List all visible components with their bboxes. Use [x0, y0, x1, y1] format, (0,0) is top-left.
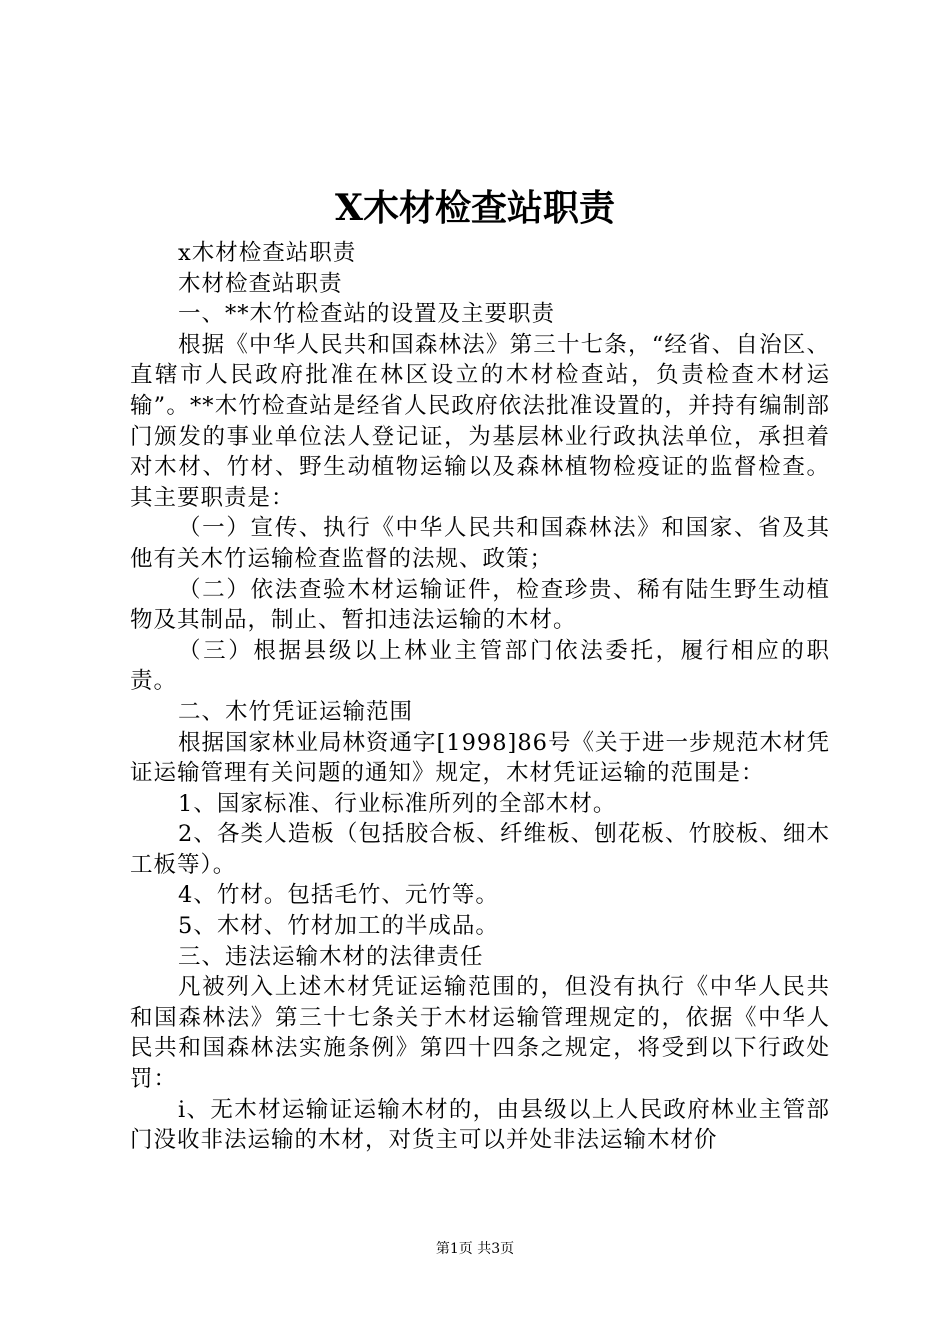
list-item: 1、国家标准、行业标准所列的全部木材。	[178, 790, 617, 817]
list-item: 2、各类人造板（包括胶合板、纤维板、刨花板、竹胶板、细木工板等）。	[130, 821, 830, 878]
section-heading: 二、木竹凭证运输范围	[178, 698, 414, 725]
section-heading: 一、**木竹检查站的设置及主要职责	[178, 301, 556, 328]
paragraph: x木材检查站职责	[178, 240, 357, 266]
document-body	[130, 238, 830, 1156]
list-item: （三）根据县级以上林业主管部门依法委托，履行相应的职责。	[130, 637, 830, 695]
paragraph: 木材检查站职责	[178, 270, 343, 297]
document-title: X木材检查站职责	[335, 187, 615, 229]
page-footer: 第1页 共3页	[435, 1241, 515, 1257]
list-item: 5、木材、竹材加工的半成品。	[178, 913, 499, 940]
section-heading: 三、违法运输木材的法律责任	[178, 943, 484, 970]
list-item: i、无木材运输证运输木材的，由县级以上人民政府林业主管部门没收非法运输的木材，对货主可以并处非法运输木材价	[130, 1096, 830, 1154]
paragraph: 凡被列入上述木材凭证运输范围的，但没有执行《中华人民共和国森林法》第三十七条关于木材运输管理规定的，依据《中华人民共和国森林法实施条例》第四十四条之规定，将受到以下行政处罚：	[130, 974, 830, 1093]
list-item: 4、竹材。包括毛竹、元竹等。	[178, 882, 499, 909]
paragraph: 根据《中华人民共和国森林法》第三十七条，“经省、自治区、直辖市人民政府批准在林区设立的木材检查站，负责检查木材运输”。**木竹检查站是经省人民政府依法批准设置的，并持有编制部门颁发的事业单位法人登记证，为基层林业行政执法单位，承担着对木材、竹材、野生动植物运输以及森林植物检疫证的监督检查。其主要职责是：	[130, 331, 830, 511]
list-item: （二）依法查验木材运输证件，检查珍贵、稀有陆生野生动植物及其制品，制止、暂扣违法运输的木材。	[130, 576, 830, 634]
list-item: （一）宣传、执行《中华人民共和国森林法》和国家、省及其他有关木竹运输检查监督的法规、政策；	[130, 515, 830, 572]
paragraph: 根据国家林业局林资通字[1998]86号《关于进一步规范木材凭证运输管理有关问题的通知》规定，木材凭证运输的范围是：	[130, 729, 830, 787]
